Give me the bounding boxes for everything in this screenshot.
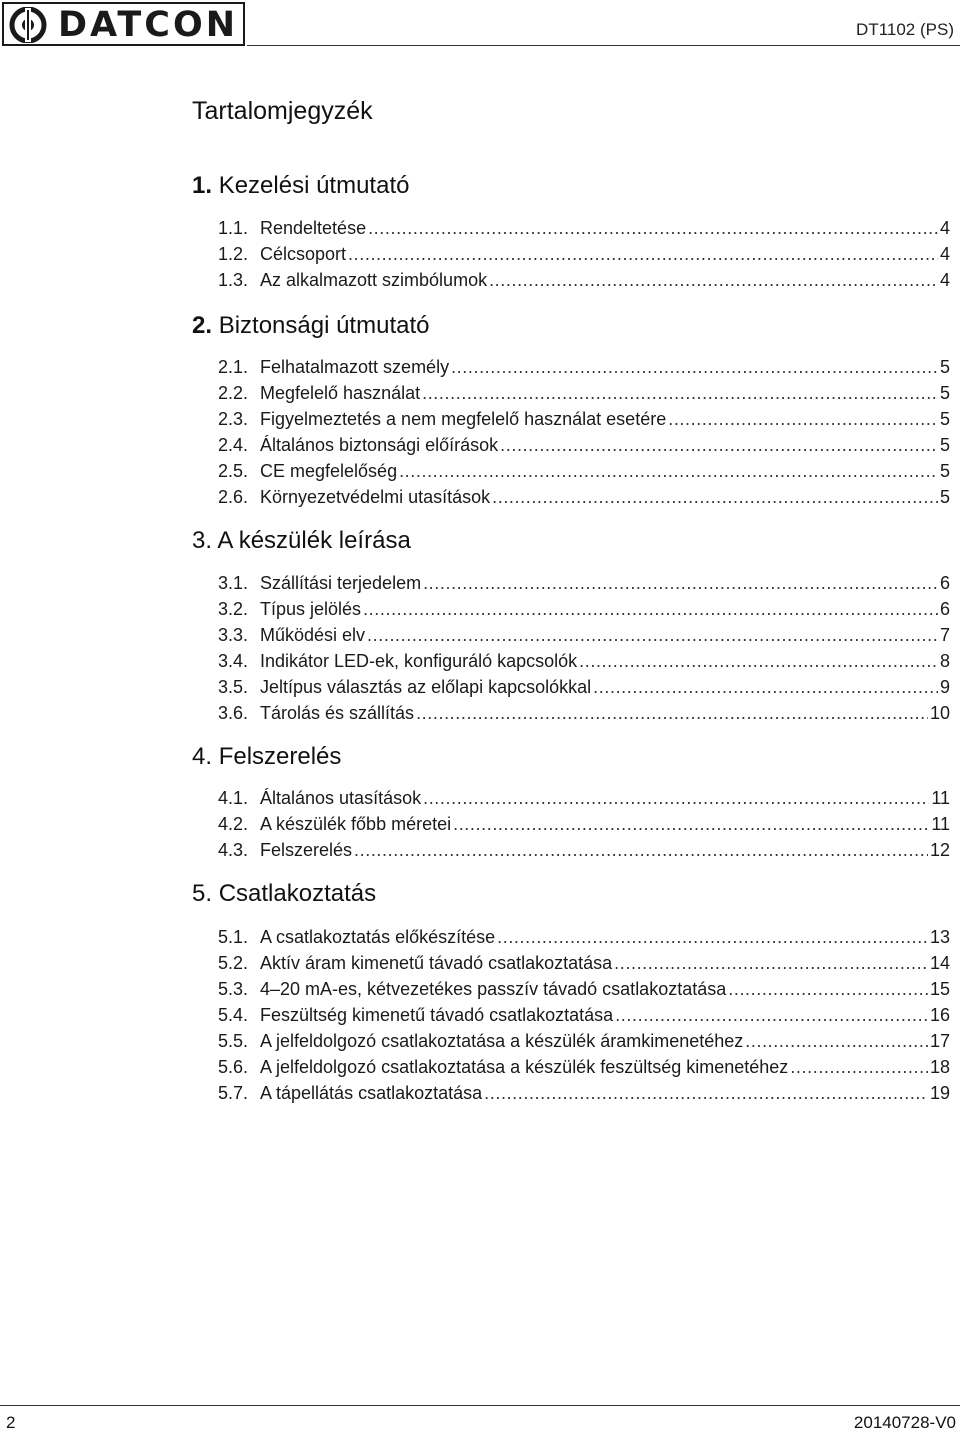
dot-leader <box>416 703 928 724</box>
entry-number: 2.1. <box>218 357 249 377</box>
toc-entry-4-2[interactable] <box>218 814 950 840</box>
entry-page: 17 <box>929 1031 950 1051</box>
toc-entry-1-3[interactable] <box>218 270 950 296</box>
dot-leader <box>422 383 938 404</box>
entry-page: 5 <box>939 383 950 403</box>
entry-label: Általános utasítások <box>260 788 422 808</box>
dot-leader <box>497 927 928 948</box>
entry-number: 4.2. <box>218 814 249 834</box>
entry-number: 3.4. <box>218 651 249 671</box>
brand-logo <box>2 2 245 46</box>
entry-page: 16 <box>929 1005 950 1025</box>
section-title: A készülék leírása <box>217 527 411 554</box>
toc-section-5[interactable] <box>192 880 376 908</box>
entry-page: 14 <box>929 953 950 973</box>
dot-leader <box>368 218 938 239</box>
toc-entry-3-4[interactable] <box>218 651 950 677</box>
section-title: Kezelési útmutató <box>218 172 410 199</box>
entry-page: 5 <box>939 357 950 377</box>
entry-page: 7 <box>939 625 950 645</box>
entry-number: 3.3. <box>218 625 249 645</box>
toc-entry-5-1[interactable] <box>218 927 950 953</box>
entry-number: 5.1. <box>218 927 249 947</box>
section-number: 4. <box>192 743 213 770</box>
toc-section-3[interactable] <box>192 527 411 555</box>
entry-number: 3.6. <box>218 703 249 723</box>
document-code: DT1102 (PS) <box>856 20 954 39</box>
entry-number: 5.7. <box>218 1083 249 1103</box>
entry-number: 4.1. <box>218 788 249 808</box>
entry-number: 2.3. <box>218 409 249 429</box>
entry-number: 5.6. <box>218 1057 249 1077</box>
toc-entry-2-1[interactable] <box>218 357 950 383</box>
entry-label: A jelfeldolgozó csatlakoztatása a készülék feszültség kimenetéhez <box>260 1057 789 1077</box>
entry-label: Tárolás és szállítás <box>260 703 415 723</box>
entry-number: 5.5. <box>218 1031 249 1051</box>
entry-label: Feszültség kimenetű távadó csatlakoztatása <box>260 1005 614 1025</box>
brand-emblem-icon <box>8 7 52 43</box>
dot-leader <box>500 435 938 456</box>
entry-number: 1.3. <box>218 270 249 290</box>
entry-number: 2.4. <box>218 435 249 455</box>
entry-number: 5.3. <box>218 979 249 999</box>
entry-label: 4–20 mA-es, kétvezetékes passzív távadó csatlakoztatása <box>260 979 727 999</box>
toc-entry-5-5[interactable] <box>218 1031 950 1057</box>
entry-page: 4 <box>939 270 950 290</box>
entry-page: 4 <box>939 244 950 264</box>
entry-number: 5.4. <box>218 1005 249 1025</box>
toc-entry-3-1[interactable] <box>218 573 950 599</box>
entry-number: 2.6. <box>218 487 249 507</box>
toc-entry-3-3[interactable] <box>218 625 950 651</box>
toc-section-4[interactable] <box>192 743 341 771</box>
entry-label: Típus jelölés <box>260 599 362 619</box>
entry-number: 1.1. <box>218 218 249 238</box>
toc-entry-2-2[interactable] <box>218 383 950 409</box>
toc-entry-5-6[interactable] <box>218 1057 950 1083</box>
toc-entry-3-5[interactable] <box>218 677 950 703</box>
page-number: 2 <box>6 1413 16 1432</box>
entry-number: 2.5. <box>218 461 249 481</box>
entry-label: Aktív áram kimenetű távadó csatlakoztatása <box>260 953 613 973</box>
entry-number: 2.2. <box>218 383 249 403</box>
entry-label: Működési elv <box>260 625 366 645</box>
toc-section-2[interactable] <box>192 312 429 340</box>
toc-entry-2-3[interactable] <box>218 409 950 435</box>
entry-number: 3.2. <box>218 599 249 619</box>
entry-page: 19 <box>929 1083 950 1103</box>
toc-entry-2-6[interactable] <box>218 487 950 513</box>
entry-page: 10 <box>929 703 950 723</box>
header-rule <box>247 45 960 46</box>
dot-leader <box>399 461 938 482</box>
dot-leader <box>489 270 938 291</box>
section-title: Biztonsági útmutató <box>218 312 430 339</box>
entry-label: Környezetvédelmi utasítások <box>260 487 491 507</box>
toc-entry-5-2[interactable] <box>218 953 950 979</box>
entry-label: Figyelmeztetés a nem megfelelő használat esetére <box>260 409 667 429</box>
toc-entry-5-3[interactable] <box>218 979 950 1005</box>
section-number: 1. <box>192 172 213 199</box>
document-version: 20140728-V0 <box>853 1413 956 1432</box>
dot-leader <box>615 1005 928 1026</box>
entry-label: Jeltípus választás az előlapi kapcsolókkal <box>260 677 592 697</box>
entry-page: 18 <box>929 1057 950 1077</box>
toc-entry-2-4[interactable] <box>218 435 950 461</box>
entry-page: 9 <box>939 677 950 697</box>
entry-page: 6 <box>939 599 950 619</box>
entry-page: 8 <box>939 651 950 671</box>
entry-number: 3.5. <box>218 677 249 697</box>
section-number: 2. <box>192 312 213 339</box>
dot-leader <box>484 1083 928 1104</box>
toc-section-1[interactable] <box>192 172 409 200</box>
entry-label: Rendeltetése <box>260 218 367 238</box>
toc-entry-1-2[interactable] <box>218 244 950 270</box>
dot-leader <box>363 599 938 620</box>
brand-name: DATCON <box>58 5 239 45</box>
dot-leader <box>453 814 929 835</box>
entry-number: 3.1. <box>218 573 249 593</box>
footer-rule <box>0 1405 960 1406</box>
dot-leader <box>423 573 938 594</box>
entry-label: Szállítási terjedelem <box>260 573 422 593</box>
dot-leader <box>451 357 938 378</box>
toc-entry-5-7[interactable] <box>218 1083 950 1109</box>
toc-title: Tartalomjegyzék <box>192 97 373 125</box>
entry-page: 11 <box>931 788 950 808</box>
section-number: 5. <box>192 880 213 907</box>
section-number: 3. <box>192 527 213 554</box>
entry-number: 5.2. <box>218 953 249 973</box>
entry-page: 11 <box>931 814 950 834</box>
entry-page: 5 <box>939 461 950 481</box>
entry-label: CE megfelelőség <box>260 461 398 481</box>
dot-leader <box>354 840 928 861</box>
entry-number: 1.2. <box>218 244 249 264</box>
entry-page: 4 <box>939 218 950 238</box>
dot-leader <box>745 1031 928 1052</box>
entry-page: 5 <box>939 435 950 455</box>
dot-leader <box>614 953 928 974</box>
entry-page: 12 <box>929 840 950 860</box>
entry-label: Felhatalmazott személy <box>260 357 450 377</box>
section-title: Csatlakoztatás <box>218 880 377 907</box>
dot-leader <box>728 979 928 1000</box>
dot-leader <box>423 788 929 809</box>
dot-leader <box>790 1057 928 1078</box>
entry-label: Felszerelés <box>260 840 353 860</box>
entry-number: 4.3. <box>218 840 249 860</box>
toc-entry-4-3[interactable] <box>218 840 950 866</box>
section-title: Felszerelés <box>218 743 342 770</box>
entry-page: 6 <box>939 573 950 593</box>
dot-leader <box>593 677 938 698</box>
entry-page: 15 <box>929 979 950 999</box>
entry-label: Megfelelő használat <box>260 383 421 403</box>
dot-leader <box>668 409 938 430</box>
entry-page: 5 <box>939 487 950 507</box>
entry-label: Általános biztonsági előírások <box>260 435 499 455</box>
entry-label: A készülék főbb méretei <box>260 814 452 834</box>
entry-label: Célcsoport <box>260 244 347 264</box>
entry-label: A tápellátás csatlakoztatása <box>260 1083 483 1103</box>
toc-entry-5-4[interactable] <box>218 1005 950 1031</box>
toc-entry-2-5[interactable] <box>218 461 950 487</box>
toc-entry-4-1[interactable] <box>218 788 950 814</box>
toc-entry-3-6[interactable] <box>218 703 950 729</box>
entry-page: 5 <box>939 409 950 429</box>
entry-label: A csatlakoztatás előkészítése <box>260 927 496 947</box>
entry-label: Az alkalmazott szimbólumok <box>260 270 488 290</box>
entry-page: 13 <box>929 927 950 947</box>
dot-leader <box>492 487 938 508</box>
dot-leader <box>367 625 938 646</box>
toc-entry-3-2[interactable] <box>218 599 950 625</box>
entry-label: A jelfeldolgozó csatlakoztatása a készülék áramkimenetéhez <box>260 1031 744 1051</box>
entry-label: Indikátor LED-ek, konfiguráló kapcsolók <box>260 651 578 671</box>
dot-leader <box>348 244 938 265</box>
dot-leader <box>579 651 938 672</box>
toc-entry-1-1[interactable] <box>218 218 950 244</box>
